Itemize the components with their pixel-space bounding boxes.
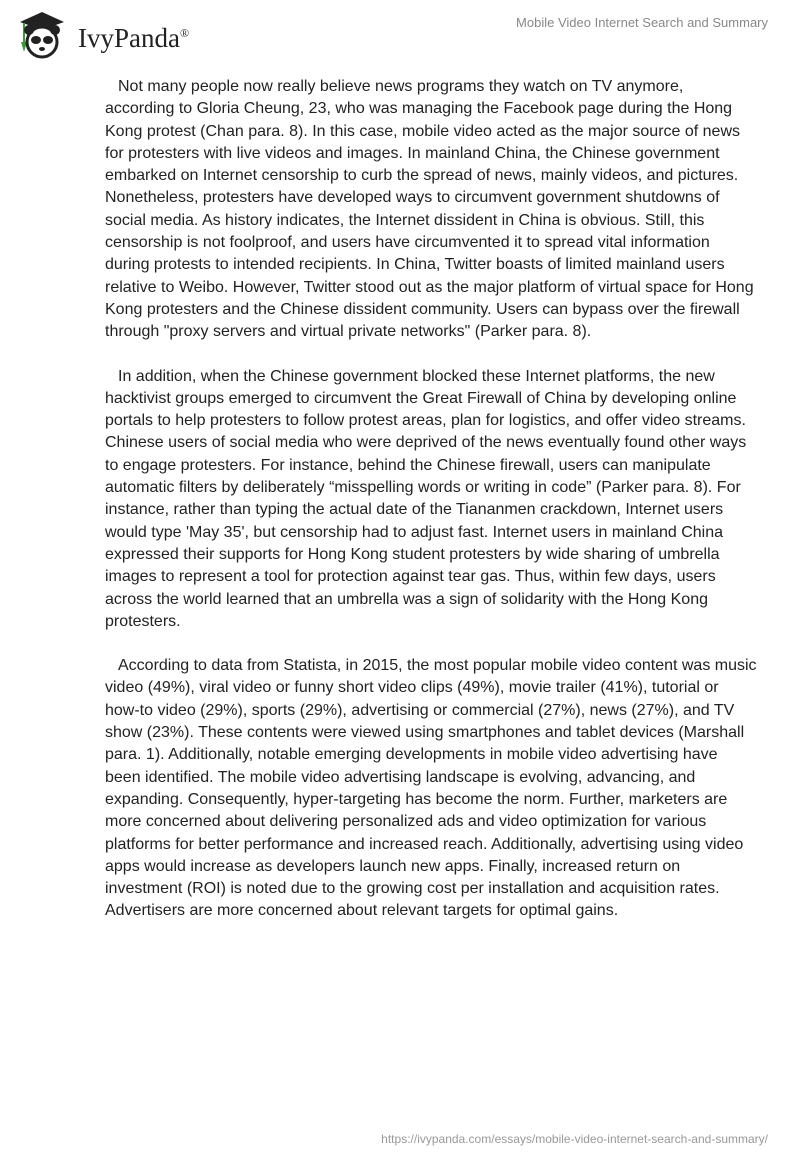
registered-mark: ® (179, 25, 190, 40)
paragraph: In addition, when the Chinese government blocked these Internet platforms, the new hacktivist groups emerged to circumvent the Great Firewall of China by developing online portals to help protesters to follow protest areas, plan for logistics, and offer video streams. Chinese users of social media who were deprived of the news eventually found other ways to engage protesters. For instance, behind the Chinese firewall, users can manipulate automatic filters by deliberately “misspelling words or writing in code” (Parker para. 8). For instance, rather than typing the actual date of the Tiananmen crackdown, Internet users would type 'May 35', but censorship had to adjust fast. Internet users in mainland China expressed their supports for Hong Kong student protesters by wide sharing of umbrella images to represent a tool for protection against tear gas. Thus, within few days, users across the world learned that an umbrella was a sign of solidarity with the Hong Kong protesters. (105, 367, 747, 630)
paragraph: According to data from Statista, in 2015, the most popular mobile video content was music video (49%), viral video or funny short video clips (49%), movie trailer (41%), tutorial or how-to video (29%), sports (29%), advertising or commercial (27%), news (27%), and TV show (23%). These contents were viewed using smartphones and tablet devices (Marshall para. 1). Additionally, notable emerging developments in mobile video advertising have been identified. The mobile video advertising landscape is evolving, advancing, and expanding. Consequently, hyper-targeting has become the norm. Further, marketers are more concerned about delivering personalized ads and video optimization for various platforms for better performance and increased reach. Additionally, advertising using video apps would increase as developers launch new apps. Finally, increased return on investment (ROI) is noted due to the growing cost per installation and acquisition rates. Advertisers are more concerned about relevant targets for optimal gains. (105, 657, 757, 920)
essay-body (105, 76, 757, 945)
paragraph: Not many people now really believe news programs they watch on TV anymore, according to Gloria Cheung, 23, who was managing the Facebook page during the Hong Kong protest (Chan para. 8). In this case, mobile video acted as the major source of news for protesters with live videos and images. In mainland China, the Chinese government embarked on Internet censorship to curb the spread of news, mainly videos, and pictures. Nonetheless, protesters have developed ways to circumvent government shutdowns of social media. As history indicates, the Internet dissident in China is obvious. Still, this censorship is not foolproof, and users have circumvented it to spread vital information during protests to intended recipients. In China, Twitter boasts of limited mainland users relative to Weibo. However, Twitter stood out as the major platform of virtual space for Hong Kong protesters and the Chinese dissident community. Users can bypass over the firewall through "proxy servers and virtual private networks" (Parker para. 8). (105, 78, 754, 341)
document-title: Mobile Video Internet Search and Summary (516, 15, 768, 30)
logo-wordmark: IvyPanda (78, 22, 180, 53)
ivypanda-logo[interactable] (12, 8, 189, 60)
source-url-link[interactable]: https://ivypanda.com/essays/mobile-video-internet-search-and-summary/ (381, 1132, 768, 1146)
panda-graduate-icon (12, 8, 74, 60)
logo-text (78, 23, 189, 54)
